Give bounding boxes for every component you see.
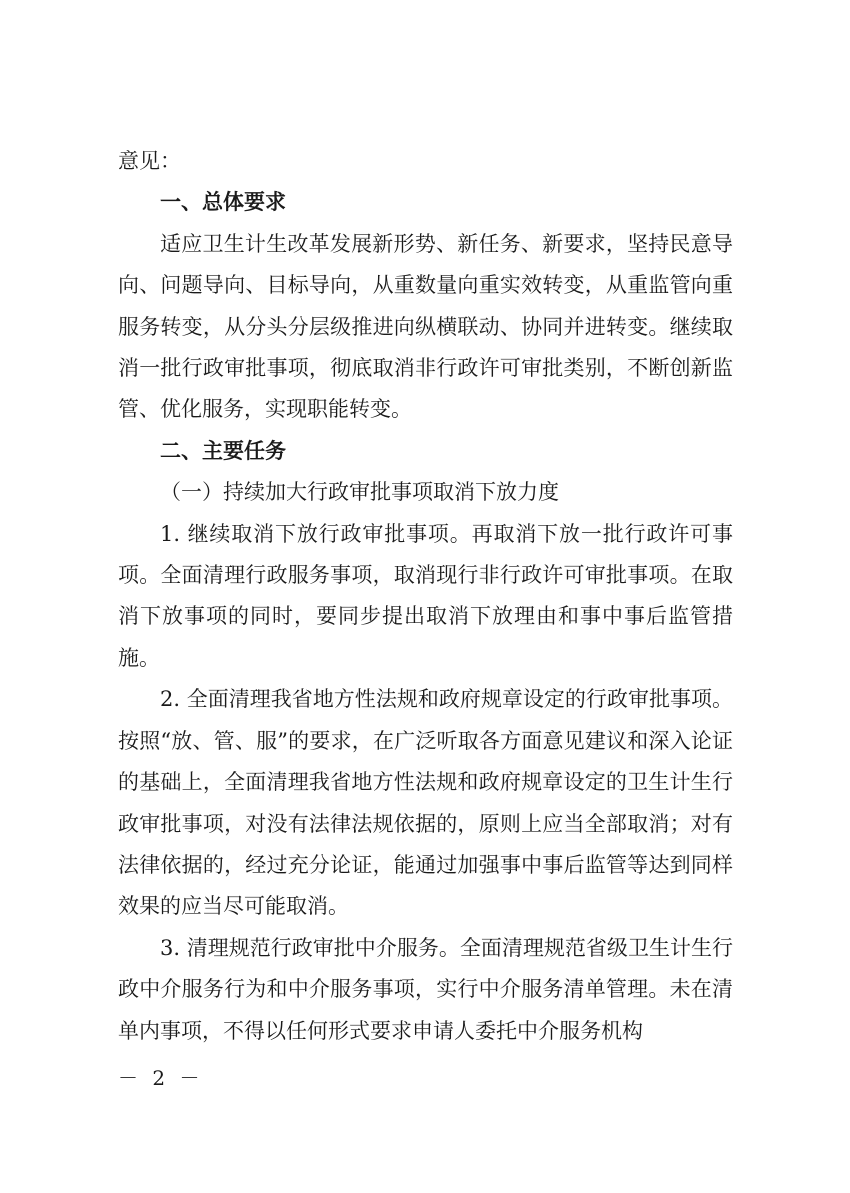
subsection-heading: （一）持续加大行政审批事项取消下放力度 <box>160 480 559 505</box>
page-number: － 2 － <box>118 1066 204 1090</box>
body-paragraph: 适应卫生计生改革发展新形势、新任务、新要求，坚持民意导向、问题导向、目标导向，从重数量向重实效转变，从重监管向重服务转变，从分头分层级推进向纵横联动、协同并进转变。继续取消一批行政审批事项，彻底取消非行政许可审批类别，不断创新监管、优化服务，实现职能转变。 <box>118 231 733 422</box>
body-paragraph: 3. 清理规范行政审批中介服务。全面清理规范省级卫生计生行政中介服务行为和中介服务事项，实行中介服务清单管理。未在清单内事项，不得以任何形式要求申请人委托中介服务机构 <box>118 935 733 1043</box>
body-paragraph: 2. 全面清理我省地方性法规和政府规章设定的行政审批事项。按照“放、管、服”的要求，在广泛听取各方面意见建议和深入论证的基础上，全面清理我省地方性法规和政府规章设定的卫生计生行政审批事项，对没有法律法规依据的，原则上应当全部取消；对有法律依据的，经过充分论证，能通过加强事中事后监管等达到同样效果的应当尽可能取消。 <box>118 687 733 919</box>
body-paragraph: 1. 继续取消下放行政审批事项。再取消下放一批行政许可事项。全面清理行政服务事项，取消现行非行政许可审批事项。在取消下放事项的同时，要同步提出取消下放理由和事中事后监管措施。 <box>118 521 733 670</box>
document-body <box>118 141 733 1052</box>
section-heading-main-tasks: 二、主要任务 <box>160 438 286 463</box>
opening-text: 意见： <box>118 149 181 173</box>
section-heading-overall-requirements: 一、总体要求 <box>160 190 286 215</box>
